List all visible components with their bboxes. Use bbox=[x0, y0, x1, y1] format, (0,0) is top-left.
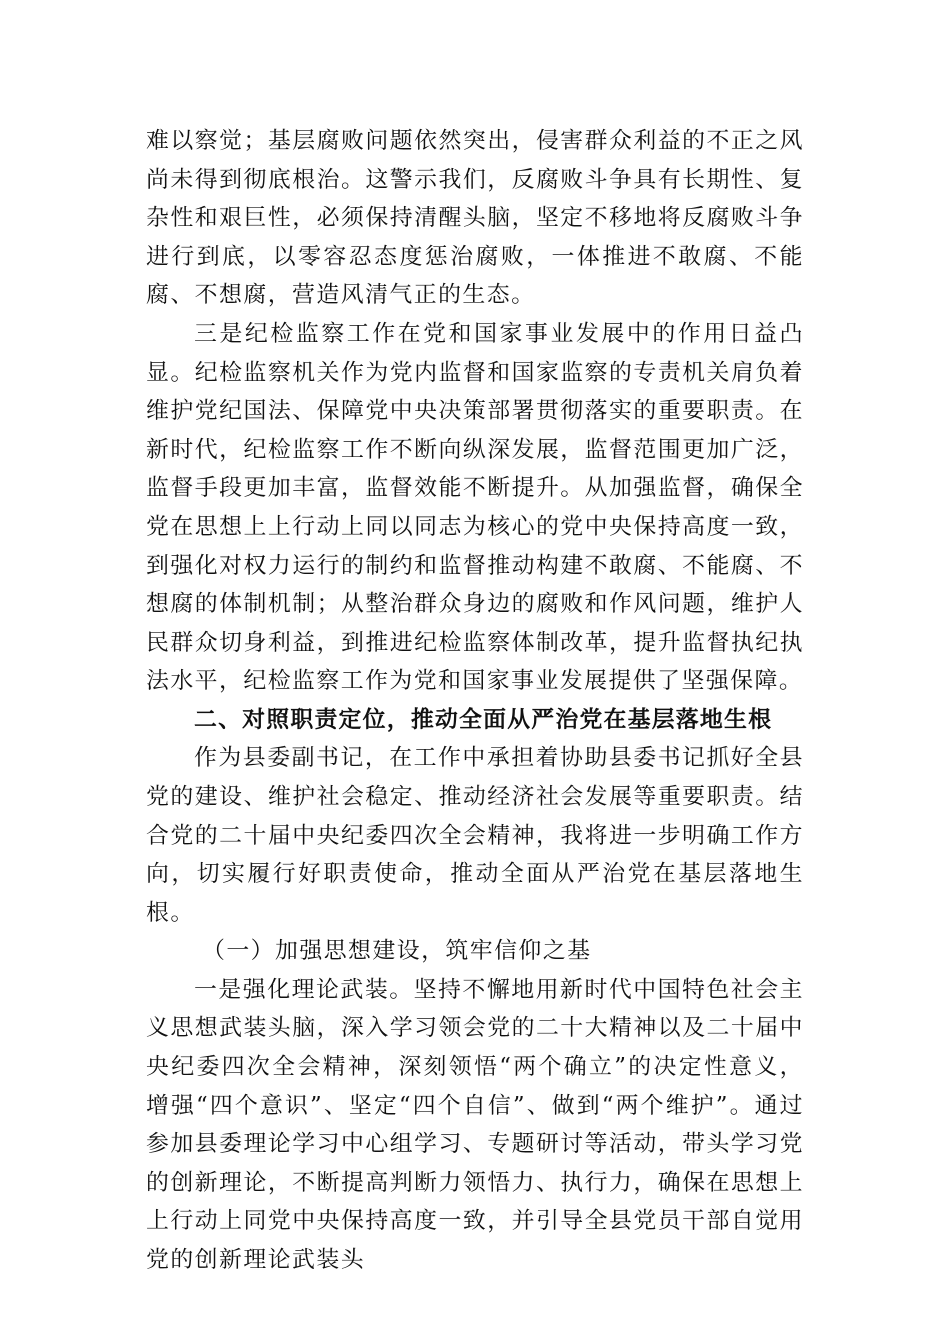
paragraph-theory: 一是强化理论武装。坚持不懈地用新时代中国特色社会主义思想武装头脑，深入学习领会党的二十大精神以及二十届中央纪委四次全会精神，深刻领悟“两个确立”的决定性意义，增强“四个意识”、坚定“四个自信”、做到“两个维护”。通过参加县委理论学习中心组学习、专题研讨等活动，带头学习党的创新理论，不断提高判断力领悟力、执行力，确保在思想上上行动上同党中央保持高度一致，并引导全县党员干部自觉用党的创新理论武装头 bbox=[146, 976, 804, 1274]
document-page bbox=[146, 122, 804, 1280]
paragraph-continuation: 难以察觉；基层腐败问题依然突出，侵害群众利益的不正之风尚未得到彻底根治。这警示我们，反腐败斗争具有长期性、复杂性和艰巨性，必须保持清醒头脑，坚定不移地将反腐败斗争进行到底，以零容忍态度惩治腐败，一体推进不敢腐、不能腐、不想腐，营造风清气正的生态。 bbox=[146, 128, 804, 309]
paragraph-role: 作为县委副书记，在工作中承担着协助县委书记抓好全县党的建设、维护社会稳定、推动经济社会发展等重要职责。结合党的二十届中央纪委四次全会精神，我将进一步明确工作方向，切实履行好职责使命，推动全面从严治党在基层落地生根。 bbox=[146, 745, 804, 926]
subheading-one: （一）加强思想建设，筑牢信仰之基 bbox=[202, 938, 592, 965]
section-heading-two: 二、对照职责定位，推动全面从严治党在基层落地生根 bbox=[194, 706, 773, 733]
paragraph-third-point: 三是纪检监察工作在党和国家事业发展中的作用日益凸显。纪检监察机关作为党内监督和国家监察的专责机关肩负着维护党纪国法、保障党中央决策部署贯彻落实的重要职责。在新时代，纪检监察工作不断向纵深发展，监督范围更加广泛，监督手段更加丰富，监督效能不断提升。从加强监督，确保全党在思想上上行动上同以同志为核心的党中央保持高度一致，到强化对权力运行的制约和监督推动构建不敢腐、不能腐、不想腐的体制机制；从整治群众身边的腐败和作风问题，维护人民群众切身利益，到推进纪检监察体制改革，提升监督执纪执法水平，纪检监察工作为党和国家事业发展提供了坚强保障。 bbox=[146, 320, 804, 695]
